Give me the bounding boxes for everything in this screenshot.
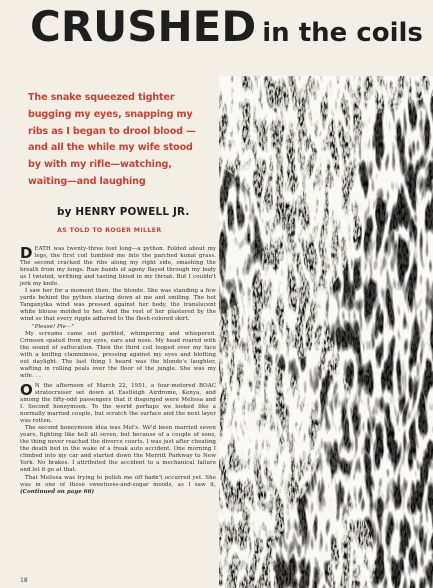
headline-rest: in the coils bbox=[262, 18, 423, 48]
story-body bbox=[20, 246, 216, 496]
paragraph bbox=[20, 246, 216, 288]
paragraph: The second honeymoon idea was Mel's. We'd been married seven years, fighting like hell all seven, but because of a couple of sons, the thing never reached the divorce courts. I was just after cheating the death bed in the wake of a freak auto accident. One morning I climbed into my car and started down the Merritt Parkway to New York. No brakes. I attributed the accident to a mechanical failure and let it go at that. bbox=[20, 425, 216, 474]
quote-paragraph: "Please! Ple—" bbox=[32, 323, 75, 330]
headline-main: CRUSHED bbox=[30, 2, 257, 51]
paragraph bbox=[20, 475, 216, 496]
drop-cap: O bbox=[20, 380, 33, 399]
paragraph-text: EATH was twenty-three feet long—a python. Folded about my legs, the first coil tumbled me into the parched kunai grass. The second cracked the ribs along my right side, smashing the breath from my lungs. Raw bands of agony flayed through my body as I twisted, writhing and tasting blood in my throat. But I couldn't jerk my knife. bbox=[20, 246, 216, 288]
continued-note: (Continued on page 66) bbox=[20, 488, 95, 495]
snake-in-grass-photo bbox=[219, 76, 433, 588]
paragraph: My screams came out garbled, whimpering and whispered. Crimson spated from my eyes, ears and nose. My head roared with the sound of suffocation. Then the third coil looped over my face with a knifing clamminess, pressing against my eyes and blotting out daylight. The last thing I heard was the blonde's laughter, wafting in rolling peals over the floor of the jungle. She was my wife. . . bbox=[20, 330, 216, 379]
paragraph-text: N the afternoon of March 22, 1951, a four-motored BOAC stratocruiser set down at Eastleigh Airdrome, Kenya, and among the fifty-odd passengers that it disgorged were Melissa and I. Second honeymoon. To the world perhaps we looked like a normally married couple, but scratch the surface and the next layer was rotten. bbox=[20, 382, 216, 425]
byline: by HENRY POWELL JR. bbox=[57, 206, 190, 218]
paragraph: I saw her for a moment then, the blonde. She was standing a few yards behind the python staring down at me and smiling. The hot Tanganyika wind was pressed against her body, the translucent white blouse molded to her. And the rest of her plastered by the wind so that every ripple adhered to the flesh-colored skirt. bbox=[20, 288, 216, 323]
paragraph-text: That Melissa was trying to polish me off hadn't occurred yet. She was in one of those sweetness-and-sugar moods, as I saw it, bbox=[20, 474, 216, 488]
page-number: 18 bbox=[20, 577, 28, 584]
as-told-credit: AS TOLD TO ROGER MILLER bbox=[57, 227, 162, 234]
paragraph bbox=[20, 380, 216, 425]
deck-text: The snake squeezed tighter bugging my eyes, snapping my ribs as I began to drool blood —and all the while my wife stood by with my rifle—watching, waiting—and laughing bbox=[28, 92, 196, 187]
drop-cap: D bbox=[20, 244, 33, 262]
headline bbox=[30, 2, 423, 51]
